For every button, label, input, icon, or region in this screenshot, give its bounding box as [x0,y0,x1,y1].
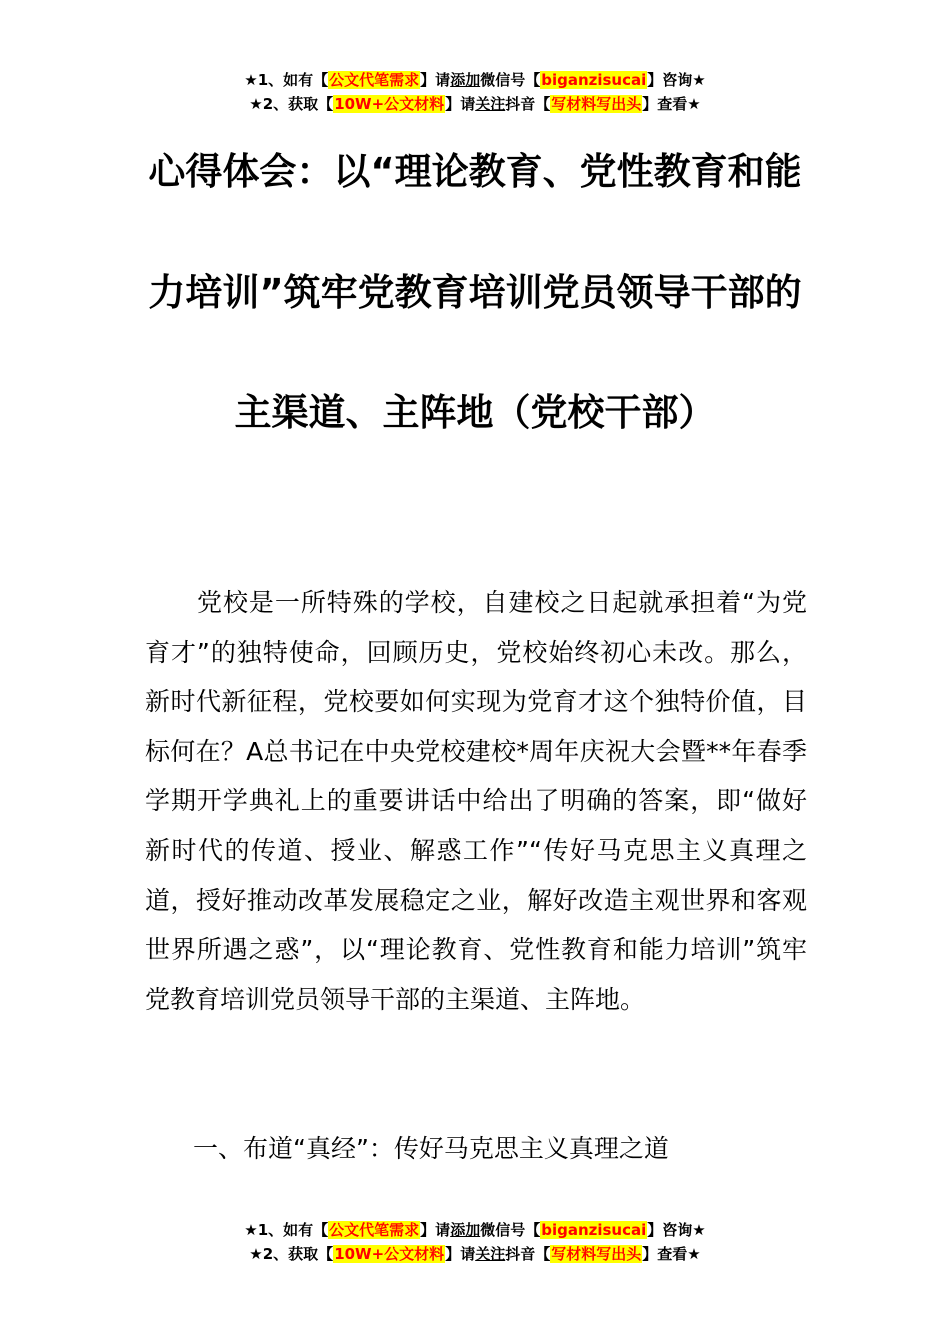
banner-highlight: 公文代笔需求 [329,1221,420,1239]
banner-underlined: 添加 [450,1221,481,1239]
banner-text: 】查看★ [642,95,701,113]
banner-text: 】请 [445,1245,476,1263]
document-title-line-1: 心得体会：以“理论教育、党性教育和能 [148,150,802,193]
banner-highlight: 10W+公文材料 [334,1245,445,1263]
banner-underlined: 添加 [450,71,481,89]
banner-highlight: 写材料写出头 [551,95,642,113]
banner-text: 抖音【 [505,1245,551,1263]
banner-text: 微信号【 [480,71,541,89]
banner-highlight: 10W+公文材料 [334,95,445,113]
body-paragraph: 党校是一所特殊的学校，自建校之日起就承担着“为党育才”的独特使命，回顾历史，党校始终初心未改。那么，新时代新征程，党校要如何实现为党育才这个独特价值，目标何在？A总书记在中央党校建校*周年庆祝大会暨**年春季学期开学典礼上的重要讲话中给出了明确的答案，即“做好新时代的传道、授业、解惑工作”“传好马克思主义真理之道，授好推动改革发展稳定之业，解好改造主观世界和客观世界所遇之惑”，以“理论教育、党性教育和能力培训”筑牢党教育培训党员领导干部的主渠道、主阵地。 [145,588,807,1014]
banner-text: 】请 [445,95,476,113]
banner-text: 】咨询★ [647,71,706,89]
banner-highlight: biganzisucai [541,71,647,89]
banner-text: 】咨询★ [647,1221,706,1239]
header-banner [0,68,950,116]
document-title-line-2: 力培训”筑牢党教育培训党员领导干部的 [148,271,802,314]
banner-line-1 [0,68,950,92]
banner-line-1 [0,1218,950,1242]
banner-text: 】请 [420,71,451,89]
footer-banner [0,1218,950,1266]
banner-text: 】查看★ [642,1245,701,1263]
banner-highlight: 公文代笔需求 [329,71,420,89]
banner-text: ★2、获取【 [249,95,334,113]
section-heading: 一、布道“真经”：传好马克思主义真理之道 [193,1134,669,1163]
banner-line-2 [0,1242,950,1266]
banner-text: 】请 [420,1221,451,1239]
banner-underlined: 关注 [475,95,506,113]
document-title-line-3: 主渠道、主阵地（党校干部） [234,391,716,434]
banner-text: ★1、如有【 [244,71,329,89]
banner-text: 微信号【 [480,1221,541,1239]
banner-text: ★2、获取【 [249,1245,334,1263]
banner-underlined: 关注 [475,1245,506,1263]
banner-highlight: 写材料写出头 [551,1245,642,1263]
banner-text: 抖音【 [505,95,551,113]
banner-line-2 [0,92,950,116]
banner-highlight: biganzisucai [541,1221,647,1239]
banner-text: ★1、如有【 [244,1221,329,1239]
